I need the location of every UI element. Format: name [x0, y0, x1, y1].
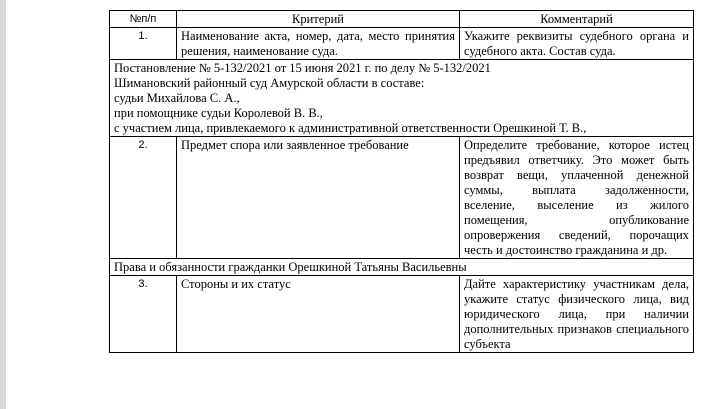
table-row [110, 276, 694, 353]
table-span-row [110, 259, 694, 276]
editor-right-margin [697, 0, 712, 409]
rights-line: Права и обязанности гражданки Орешкиной Татьяны Васильевны [114, 260, 467, 274]
row-criterion: Стороны и их статус [177, 276, 460, 353]
table-row [110, 137, 694, 259]
row-comment: Укажите реквизиты судебного органа и судебного акта. Состав суда. [460, 28, 694, 60]
row-number: 3. [110, 276, 177, 353]
row-comment: Дайте характеристику участникам дела, укажите статус физического лица, вид юридического лица, при наличии дополнительных признаков специального субъекта [460, 276, 694, 353]
case-line: Постановление № 5-132/2021 от 15 июня 2021 г. по делу № 5-132/2021 [114, 61, 491, 75]
criteria-table [109, 10, 694, 353]
table-row [110, 28, 694, 60]
case-details-cell [110, 60, 694, 137]
table-span-row [110, 60, 694, 137]
header-criterion: Критерий [177, 11, 460, 28]
table-header-row [110, 11, 694, 28]
row-number: 2. [110, 137, 177, 259]
header-comment: Комментарий [460, 11, 694, 28]
header-number: №п/п [110, 11, 177, 28]
document-page [109, 0, 697, 409]
case-line: Шимановский районный суд Амурской области в составе: [114, 76, 425, 90]
case-line: с участием лица, привлекаемого к административной ответственности Орешкиной Т. В., [114, 121, 587, 135]
editor-left-margin [0, 0, 6, 409]
case-line: судьи Михайлова С. А., [114, 91, 240, 105]
row-number: 1. [110, 28, 177, 60]
row-criterion: Предмет спора или заявленное требование [177, 137, 460, 259]
rights-cell [110, 259, 694, 276]
row-comment: Определите требование, которое истец предъявил ответчику. Это может быть возврат вещи, уплаченной денежной суммы, выплата задолженности, вселение, выселение из жилого помещения, опубликование опровержения сведений, порочащих честь и достоинство гражданина и др. [460, 137, 694, 259]
case-line: при помощнике судьи Королевой В. В., [114, 106, 323, 120]
row-criterion: Наименование акта, номер, дата, место принятия решения, наименование суда. [177, 28, 460, 60]
